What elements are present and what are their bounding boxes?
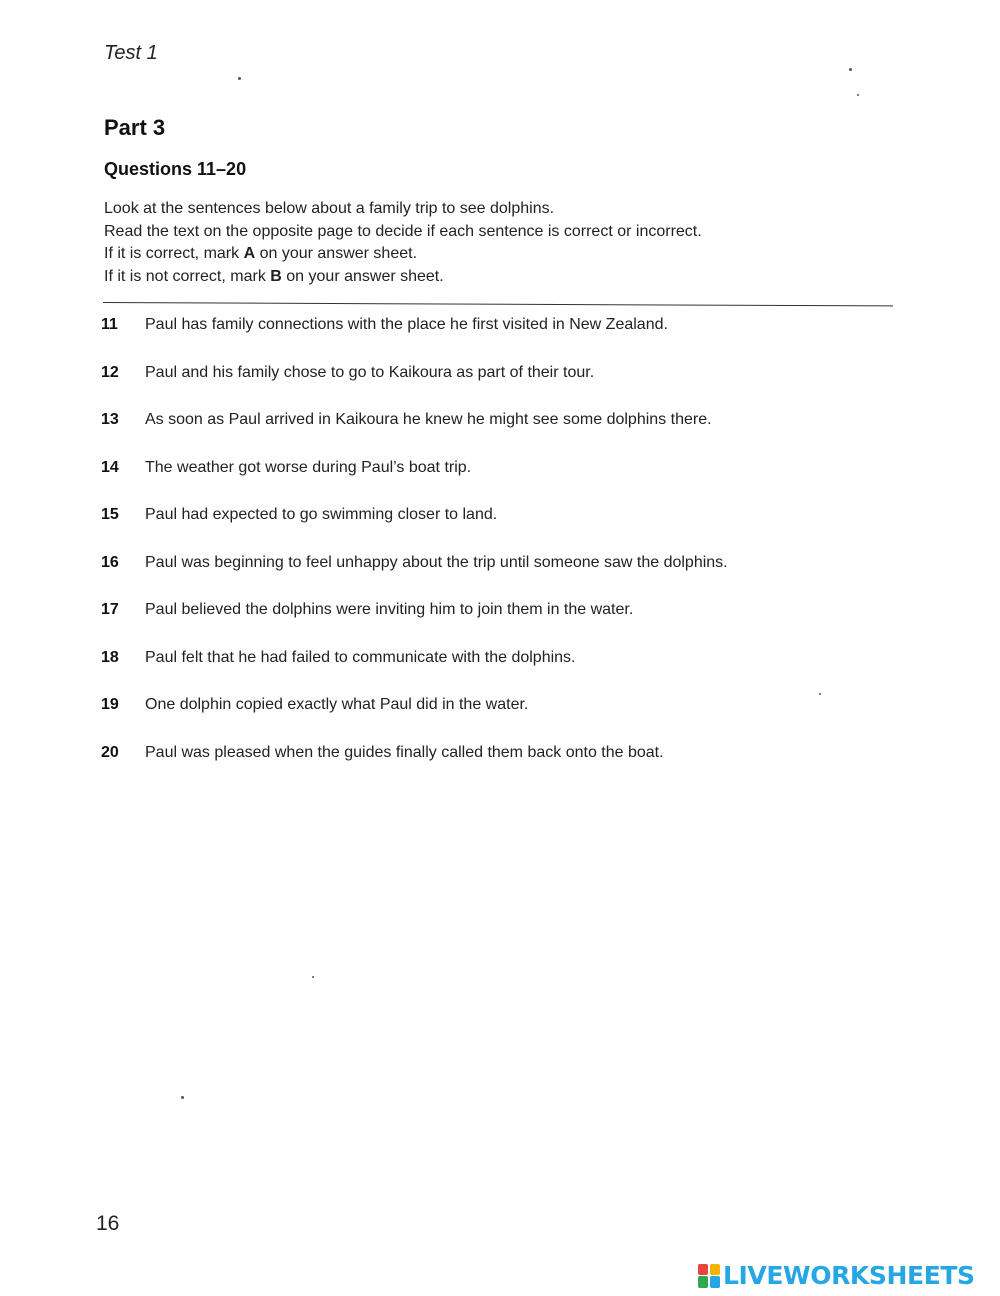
question-number: 15 xyxy=(101,506,119,523)
question-number: 11 xyxy=(101,316,118,333)
question-item xyxy=(101,649,921,697)
part-title: Part 3 xyxy=(104,115,166,140)
question-number: 18 xyxy=(101,648,119,666)
question-text: As soon as Paul arrived in Kaikoura he knew he might see some dolphins there. xyxy=(145,411,712,428)
question-item xyxy=(101,459,921,507)
divider xyxy=(103,302,893,306)
scan-speck xyxy=(819,693,821,695)
liveworksheets-brand[interactable] xyxy=(698,1261,975,1290)
brand-text: LIVEWORKSHEETS xyxy=(723,1261,975,1290)
instruction-line: Look at the sentences below about a family trip to see dolphins. xyxy=(104,200,555,217)
answer-letter: B xyxy=(270,267,282,285)
logo-tile-red xyxy=(698,1264,708,1275)
question-text: The weather got worse during Paul’s boat trip. xyxy=(145,458,472,476)
logo-tile-blue xyxy=(710,1276,720,1287)
test-label: Test 1 xyxy=(104,42,158,64)
question-number: 13 xyxy=(101,411,119,428)
instruction-line: If it is correct, mark A on your answer sheet. xyxy=(104,245,418,262)
question-item xyxy=(101,506,921,554)
logo-tile-green xyxy=(698,1276,708,1287)
scan-speck xyxy=(181,1096,184,1099)
question-text: Paul believed the dolphins were inviting him to join them in the water. xyxy=(145,601,634,618)
question-item xyxy=(101,601,921,649)
question-list xyxy=(101,316,921,791)
instruction-line: If it is not correct, mark B on your answer sheet. xyxy=(104,267,444,285)
question-number: 17 xyxy=(101,601,119,618)
liveworksheets-logo-icon xyxy=(698,1264,720,1288)
scan-speck xyxy=(849,68,852,71)
question-text: Paul has family connections with the place he first visited in New Zealand. xyxy=(145,316,668,333)
question-text: Paul was pleased when the guides finally called them back onto the boat. xyxy=(145,743,664,761)
scan-speck xyxy=(238,77,241,80)
question-text: Paul had expected to go swimming closer to land. xyxy=(145,506,498,523)
question-item xyxy=(101,554,921,602)
logo-tile-yellow xyxy=(710,1264,720,1275)
answer-letter: A xyxy=(243,245,256,262)
question-number: 19 xyxy=(101,696,119,713)
question-item xyxy=(101,411,921,459)
question-text: Paul felt that he had failed to communicate with the dolphins. xyxy=(145,648,576,666)
question-number: 14 xyxy=(101,458,119,476)
instruction-line: Read the text on the opposite page to decide if each sentence is correct or incorrect. xyxy=(104,222,702,240)
question-item xyxy=(101,364,921,412)
question-item xyxy=(101,696,921,744)
question-item xyxy=(101,316,921,364)
question-number: 16 xyxy=(101,553,119,571)
question-text: Paul was beginning to feel unhappy about the trip until someone saw the dolphins. xyxy=(145,553,728,571)
question-number: 12 xyxy=(101,363,119,381)
question-range-heading: Questions 11–20 xyxy=(104,159,247,179)
question-item xyxy=(101,744,921,792)
page-number: 16 xyxy=(96,1212,120,1235)
question-text: Paul and his family chose to go to Kaikoura as part of their tour. xyxy=(145,363,595,381)
scan-speck xyxy=(857,94,859,96)
instructions xyxy=(104,198,702,288)
question-number: 20 xyxy=(101,743,119,761)
scan-speck xyxy=(312,976,314,978)
question-text: One dolphin copied exactly what Paul did in the water. xyxy=(145,696,529,713)
